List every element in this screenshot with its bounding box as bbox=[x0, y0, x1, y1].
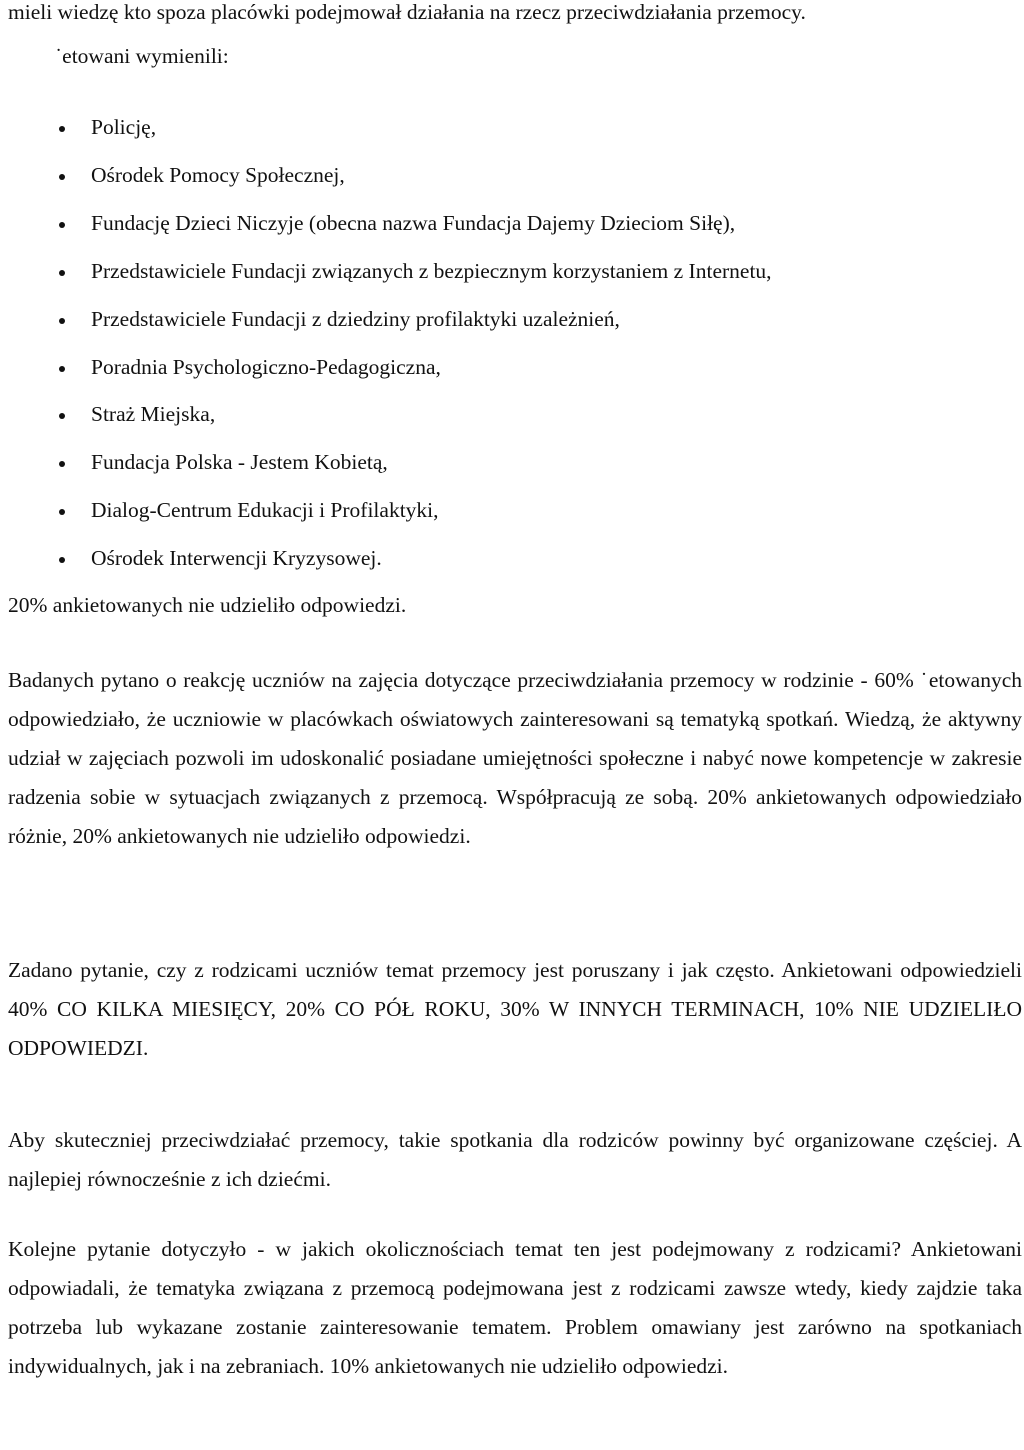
intro-line: mieli wiedzę kto spoza placówki podejmował działania na rzecz przeciwdziałania przemocy. bbox=[8, 0, 806, 24]
bullet-icon bbox=[59, 174, 65, 180]
list-item-text: Straż Miejska, bbox=[91, 402, 216, 426]
list-item-text: Przedstawiciele Fundacji z dziedziny profilaktyki uzależnień, bbox=[91, 307, 620, 331]
list-item-text: Ośrodek Interwencji Kryzysowej. bbox=[91, 546, 382, 570]
list-item-text: Policję, bbox=[91, 115, 157, 139]
no-answer-note: 20% ankietowanych nie udzieliło odpowiedzi. bbox=[8, 593, 407, 617]
bullet-icon bbox=[59, 222, 65, 228]
bullet-icon bbox=[59, 270, 65, 276]
bullet-icon bbox=[59, 461, 65, 467]
list-item-text: Poradnia Psychologiczno-Pedagogiczna, bbox=[91, 355, 441, 379]
list-item-text: Dialog-Centrum Edukacji i Profilaktyki, bbox=[91, 498, 439, 522]
paragraph-parents-frequency: Zadano pytanie, czy z rodzicami uczniów temat przemocy jest poruszany i jak często. Ankietowani odpowiedzieli 40% CO KILKA MIESIĘCY, 20% CO PÓŁ ROKU, 30% W INNYCH TERMINACH, 10% NIE UDZIELIŁO ODPOWIEDZI. bbox=[8, 958, 1022, 1060]
list-item-text: Fundację Dzieci Niczyje (obecna nazwa Fundacja Dajemy Dzieciom Siłę), bbox=[91, 211, 736, 235]
paragraph-recommendation: Aby skuteczniej przeciwdziałać przemocy, takie spotkania dla rodziców powinny być organizowane częściej. A najlepiej równocześnie z ich dziećmi. bbox=[8, 1128, 1022, 1191]
bullet-icon bbox=[59, 126, 65, 132]
bullet-icon bbox=[59, 318, 65, 324]
bullet-icon bbox=[59, 509, 65, 515]
paragraph-student-reactions: Badanych pytano o reakcję uczniów na zajęcia dotyczące przeciwdziałania przemocy w rodzinie - 60% ˙etowanych odpowiedziało, że uczniowie w placówkach oświatowych zainteresowani są tematyką spotkań. Wiedzą, że aktywny udział w zajęciach pozwoli im udoskonalić posiadane umiejętności społeczne i nabyć nowe kompetencje w zakresie radzenia sobie w sytuacjach związanych z przemocą. Współpracują ze sobą. 20% ankietowanych odpowiedziało różnie, 20% ankietowanych nie udzieliło odpowiedzi. bbox=[8, 668, 1022, 848]
paragraph-circumstances: Kolejne pytanie dotyczyło - w jakich okolicznościach temat ten jest podejmowany z rodzicami? Ankietowani odpowiadali, że tematyka związana z przemocą podejmowana jest z rodzicami zawsze wtedy, kiedy zajdzie taka potrzeba lub wykazane zostanie zainteresowanie tematem. Problem omawiany jest zarówno na spotkaniach indywidualnych, jak i na zebraniach. 10% ankietowanych nie udzieliło odpowiedzi. bbox=[8, 1237, 1022, 1378]
list-item-text: Przedstawiciele Fundacji związanych z bezpiecznym korzystaniem z Internetu, bbox=[91, 259, 772, 283]
list-item-text: Fundacja Polska - Jestem Kobietą, bbox=[91, 450, 388, 474]
bullet-icon bbox=[59, 557, 65, 563]
intro-line-continued: ˙etowani wymienili: bbox=[55, 44, 229, 68]
bullet-icon bbox=[59, 366, 65, 372]
bullet-icon bbox=[59, 413, 65, 419]
list-item-text: Ośrodek Pomocy Społecznej, bbox=[91, 163, 345, 187]
